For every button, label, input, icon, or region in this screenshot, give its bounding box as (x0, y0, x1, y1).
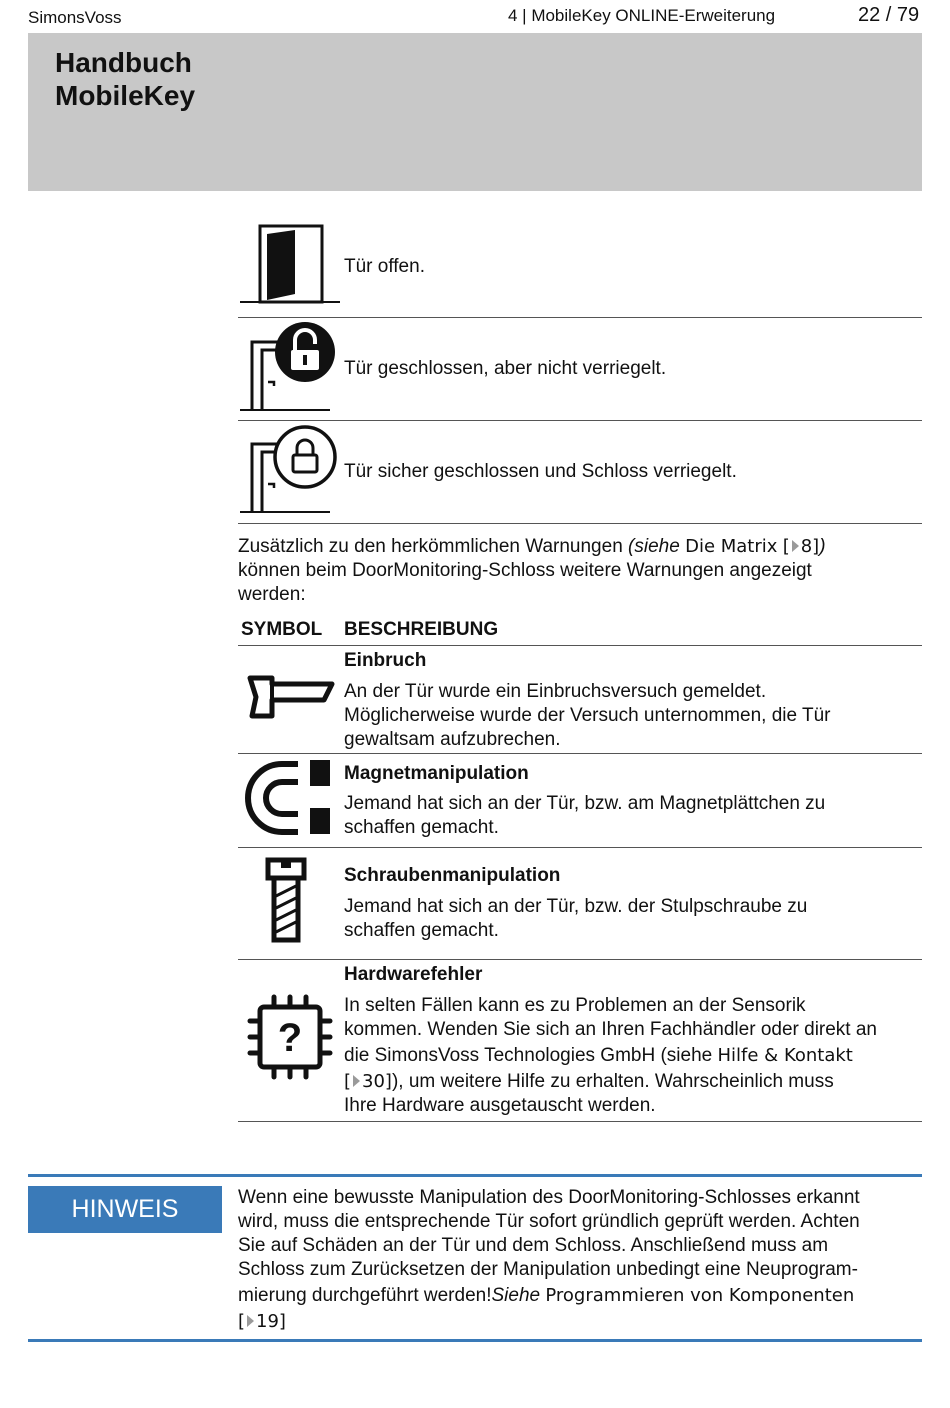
divider (238, 1121, 922, 1122)
open-door-icon (240, 222, 340, 304)
desc-text: ), um weitere Hilfe zu erhalten. Wahrscheinlich muss (391, 1071, 834, 1092)
divider (238, 847, 922, 848)
divider (238, 523, 922, 524)
row-title-hardware: Hardwarefehler (344, 964, 483, 985)
ref-page-8[interactable]: 8] (800, 536, 820, 557)
desc-line: schaffen gemacht. (344, 817, 499, 838)
intro-text: Zusätzlich zu den herkömmlichen Warnungen (238, 536, 629, 557)
door-state-open-text: Tür offen. (344, 256, 425, 277)
row-title-einbruch: Einbruch (344, 650, 427, 671)
divider (238, 959, 922, 960)
intro-line2: können beim DoorMonitoring-Schloss weitere Warnungen angezeigt (238, 560, 812, 581)
magnet-icon (244, 758, 336, 838)
ref-bracket: [ (344, 1071, 352, 1092)
see-close: ) (819, 536, 826, 557)
divider (238, 645, 922, 646)
svg-text:?: ? (277, 1016, 303, 1060)
note-line (238, 1310, 922, 1334)
divider (238, 753, 922, 754)
ref-arrow-icon (353, 1075, 360, 1087)
ref-bracket: [ (782, 536, 790, 557)
see-label: Siehe (491, 1285, 541, 1306)
row-desc-hardware (344, 994, 922, 1118)
note-line: Schloss zum Zurücksetzen der Manipulation unbedingt eine Neuprogram- (238, 1259, 858, 1280)
brand-name: SimonsVoss (28, 8, 122, 27)
row-desc-magnet (344, 792, 825, 840)
note-line (238, 1284, 922, 1308)
link-hilfe-kontakt[interactable]: Hilfe & Kontakt (717, 1045, 853, 1066)
manual-title-line1: Handbuch (55, 47, 192, 78)
row-title-screw: Schraubenmanipulation (344, 865, 561, 886)
screw-icon (262, 856, 310, 946)
desc-line (344, 1044, 922, 1068)
note-badge: HINWEIS (28, 1186, 222, 1233)
axe-icon (244, 670, 336, 726)
divider (238, 420, 922, 421)
ref-page-19[interactable]: 19] (256, 1311, 286, 1332)
row-desc-einbruch (344, 680, 831, 752)
desc-line: An der Tür wurde ein Einbruchsversuch gemeldet. (344, 681, 767, 702)
divider (238, 317, 922, 318)
chapter-title: 4 | MobileKey ONLINE-Erweiterung (508, 6, 776, 25)
desc-line: Jemand hat sich an der Tür, bzw. der Stulpschraube zu (344, 896, 808, 917)
manual-title-line2: MobileKey (55, 80, 196, 111)
desc-line: Möglicherweise wurde der Versuch unternommen, die Tür (344, 705, 831, 726)
desc-line: schaffen gemacht. (344, 920, 499, 941)
ref-bracket: [ (238, 1311, 246, 1332)
manual-title (55, 46, 195, 112)
col-symbol-header: SYMBOL (241, 619, 323, 640)
note-text-part: mierung durchgeführt werden! (238, 1285, 492, 1306)
door-state-locked-text: Tür sicher geschlossen und Schloss verriegelt. (344, 461, 737, 482)
see-label: (siehe (628, 536, 680, 557)
row-title-magnet: Magnetmanipulation (344, 763, 529, 784)
note-bottom-border (28, 1339, 922, 1342)
door-closed-unlocked-icon (240, 320, 340, 412)
link-die-matrix[interactable]: Die Matrix (685, 536, 778, 557)
note-top-border (28, 1174, 922, 1177)
desc-line: kommen. Wenden Sie sich an Ihren Fachhändler oder direkt an (344, 1019, 878, 1040)
ref-arrow-icon (792, 540, 799, 552)
desc-text: die SimonsVoss Technologies GmbH (siehe (344, 1045, 718, 1066)
row-desc-screw (344, 895, 807, 943)
note-line: Wenn eine bewusste Manipulation des DoorMonitoring-Schlosses erkannt (238, 1187, 860, 1208)
note-text (238, 1186, 922, 1334)
note-line: wird, muss die entsprechende Tür sofort gründlich geprüft werden. Achten (238, 1211, 860, 1232)
note-line: Sie auf Schäden an der Tür und dem Schloss. Anschließend muss am (238, 1235, 829, 1256)
door-closed-locked-icon (240, 424, 340, 516)
desc-line: Ihre Hardware ausgetauscht werden. (344, 1095, 656, 1116)
page-number: 22 / 79 (858, 4, 920, 26)
chip-question-icon (244, 993, 336, 1081)
ref-page-30[interactable]: 30] (362, 1071, 392, 1092)
intro-line3: werden: (238, 584, 306, 605)
ref-arrow-icon (247, 1315, 254, 1327)
col-description-header: BESCHREIBUNG (344, 619, 499, 640)
desc-line: In selten Fällen kann es zu Problemen an der Sensorik (344, 995, 806, 1016)
intro-paragraph (238, 535, 922, 607)
door-state-unlocked-text: Tür geschlossen, aber nicht verriegelt. (344, 358, 667, 379)
desc-line: gewaltsam aufzubrechen. (344, 729, 561, 750)
desc-line (344, 1070, 922, 1094)
link-programmieren[interactable]: Programmieren von Komponenten (545, 1285, 855, 1306)
desc-line: Jemand hat sich an der Tür, bzw. am Magnetplättchen zu (344, 793, 826, 814)
